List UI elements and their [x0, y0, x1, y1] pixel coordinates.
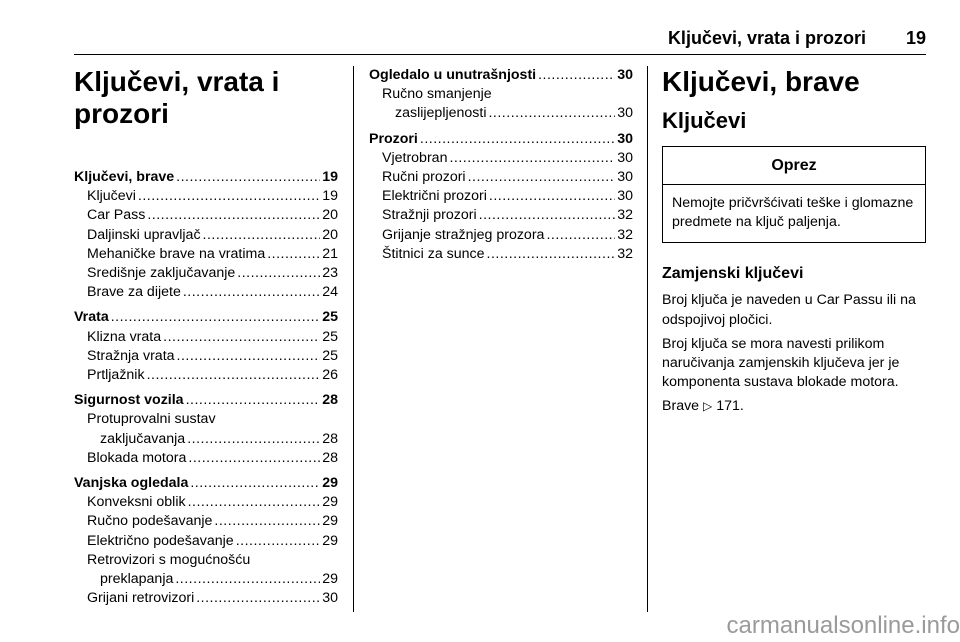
toc-entry-label: zaslijepljenosti [395, 105, 487, 122]
toc-leader-dots [163, 328, 320, 347]
toc-leader-dots [538, 66, 615, 85]
toc-entry-label: Stražnja vrata [87, 347, 175, 364]
toc-leader-dots [177, 347, 321, 366]
toc-leader-dots [237, 264, 320, 283]
cross-reference[interactable] [662, 397, 926, 416]
toc-entry[interactable] [369, 104, 633, 123]
toc-leader-dots [236, 532, 321, 551]
toc-entry[interactable] [369, 226, 633, 245]
toc-leader-dots [487, 245, 616, 264]
toc-entry-label: Mehaničke brave na vratima [87, 245, 266, 262]
toc-entry[interactable] [369, 206, 633, 225]
toc-entry[interactable] [74, 187, 338, 206]
toc-leader-dots [479, 206, 616, 225]
toc-entry-page: 32 [617, 245, 633, 262]
toc-entry-label: Vrata [74, 309, 109, 326]
toc-entry[interactable] [369, 245, 633, 264]
page-header [74, 28, 926, 55]
toc-leader-dots [468, 168, 616, 187]
caution-box [662, 146, 926, 243]
header-page-number: 19 [905, 28, 926, 48]
toc-leader-dots [449, 149, 615, 168]
toc-leader-dots [187, 430, 320, 449]
toc-entry-label: Električno podešavanje [87, 532, 234, 549]
toc-leader-dots [546, 226, 615, 245]
toc-entry-label: Ručno podešavanje [87, 513, 213, 530]
toc-entry-page: 30 [617, 149, 633, 166]
toc-entry-page: 28 [322, 430, 338, 447]
toc-entry-page: 32 [617, 226, 633, 243]
caution-heading: Oprez [663, 147, 925, 185]
toc-entry-label: preklapanja [100, 571, 174, 588]
cross-reference-page: 171. [716, 398, 744, 415]
toc-entry-label: Grijani retrovizori [87, 590, 195, 607]
toc-entry-page: 19 [322, 169, 338, 185]
caution-text: Nemojte pričvršćivati teške i glomazne predmete na ključ paljenja. [672, 195, 914, 231]
toc-entry-page: 23 [322, 265, 338, 282]
toc-leader-dots [183, 283, 320, 302]
toc-entry-label: Stražnji prozori [382, 207, 477, 224]
toc-entry[interactable] [74, 347, 338, 366]
toc-entry-label: Klizna vrata [87, 328, 162, 345]
column-divider-1 [353, 66, 354, 612]
toc-entry-page: 32 [617, 207, 633, 224]
arrow-reference-icon: ▷ [703, 399, 713, 414]
chapter-title-line-1: Ključevi, vrata i [74, 66, 280, 97]
toc-entry[interactable] [369, 149, 633, 168]
toc-entry-page: 29 [322, 475, 338, 492]
toc-entry-page: 30 [617, 67, 633, 83]
toc-leader-dots [489, 187, 615, 206]
toc-entry-label: Prtljažnik [87, 367, 145, 384]
toc-entry-label: Grijanje stražnjeg prozora [382, 226, 545, 243]
toc-entry-page: 30 [617, 105, 633, 122]
toc-entry-label: Ručni prozori [382, 169, 466, 186]
toc-entry-page: 30 [617, 188, 633, 205]
toc-entry-label: Sigurnost vozila [74, 392, 184, 409]
column-3 [662, 66, 926, 422]
toc-list-continued [369, 66, 633, 264]
toc-entry[interactable] [74, 206, 338, 225]
toc-entry-page: 28 [322, 449, 338, 466]
toc-leader-dots [147, 206, 320, 225]
toc-entry-page: 20 [322, 207, 338, 224]
column-1 [74, 66, 338, 608]
toc-entry-page: 25 [322, 309, 338, 326]
toc-entry-page: 28 [322, 392, 338, 409]
toc-leader-dots [196, 589, 320, 608]
toc-entry[interactable] [74, 366, 338, 385]
toc-entry[interactable] [74, 308, 338, 327]
section-title: Ključevi, brave [662, 66, 860, 97]
toc-entry[interactable] [369, 85, 633, 104]
toc-entry-page: 20 [322, 226, 338, 243]
toc-entry-label: Daljinski upravljač [87, 226, 201, 243]
toc-leader-dots [203, 226, 321, 245]
toc-entry[interactable] [74, 493, 338, 512]
subsection-title: Ključevi [662, 108, 747, 133]
toc-entry[interactable] [369, 66, 633, 85]
toc-entry[interactable] [74, 391, 338, 410]
toc-entry-page: 29 [322, 571, 338, 588]
toc-leader-dots [138, 187, 320, 206]
toc-entry-page: 25 [322, 347, 338, 364]
header-title: Ključevi, vrata i prozori [667, 28, 866, 48]
toc-list [74, 168, 338, 608]
toc-leader-dots [420, 130, 615, 149]
chapter-title-line-2: prozori [74, 98, 169, 129]
toc-entry-label: Brave za dijete [87, 284, 181, 301]
chapter-title [74, 66, 338, 130]
toc-entry-label: Vanjska ogledala [74, 475, 189, 492]
toc-leader-dots [111, 308, 321, 327]
toc-leader-dots [186, 391, 321, 410]
toc-entry-page: 29 [322, 513, 338, 530]
toc-leader-dots [188, 449, 320, 468]
toc-entry[interactable] [74, 512, 338, 531]
toc-entry-page: 21 [322, 245, 338, 262]
toc-entry-label: Car Pass [87, 207, 146, 224]
toc-entry-page: 30 [617, 169, 633, 186]
toc-leader-dots [188, 493, 321, 512]
toc-leader-dots [488, 104, 615, 123]
toc-entry-label: Ručno smanjenje [382, 86, 492, 103]
toc-entry-page: 30 [617, 130, 633, 147]
toc-entry-label: Štitnici za sunce [382, 245, 485, 262]
toc-entry-label: Protuprovalni sustav [87, 411, 216, 428]
toc-entry-label: Vjetrobran [382, 149, 448, 166]
watermark: carmanualsonline.info [726, 612, 960, 639]
toc-entry[interactable] [74, 245, 338, 264]
toc-leader-dots [175, 570, 320, 589]
toc-entry-label: Blokada motora [87, 449, 187, 466]
cross-reference-label: Brave [662, 398, 700, 415]
toc-entry-label: Prozori [369, 130, 418, 147]
column-divider-2 [647, 66, 648, 612]
toc-entry-label: Središnje zaključavanje [87, 265, 236, 282]
toc-entry[interactable] [74, 226, 338, 245]
toc-leader-dots [147, 366, 321, 385]
toc-entry-page: 30 [322, 590, 338, 607]
toc-leader-dots [190, 474, 320, 493]
toc-entry[interactable] [74, 532, 338, 551]
toc-entry-label: Konveksni oblik [87, 494, 186, 511]
toc-entry-label: Ogledalo u unutrašnjosti [369, 67, 537, 83]
toc-entry-page: 24 [322, 284, 338, 301]
toc-entry-label: Ključevi, brave [74, 169, 175, 185]
toc-entry-page: 26 [322, 367, 338, 384]
toc-entry-page: 19 [322, 188, 338, 205]
toc-entry[interactable] [369, 187, 633, 206]
toc-leader-dots [267, 245, 320, 264]
toc-entry-page: 25 [322, 328, 338, 345]
toc-entry[interactable] [74, 168, 338, 187]
toc-entry[interactable] [369, 130, 633, 149]
toc-entry[interactable] [74, 283, 338, 302]
toc-entry-label: zaključavanja [100, 430, 186, 447]
toc-entry[interactable] [74, 474, 338, 493]
toc-entry[interactable] [369, 168, 633, 187]
toc-entry[interactable] [74, 589, 338, 608]
toc-entry[interactable] [74, 264, 338, 283]
paragraph-2: Broj ključa se mora navesti prilikom naručivanja zamjenskih ključeva jer je komponenta sustava blokade motora. [662, 335, 900, 391]
spare-keys-heading: Zamjenski ključevi [662, 265, 804, 283]
toc-entry-label: Električni prozori [382, 188, 487, 205]
toc-entry-label: Ključevi [87, 188, 136, 205]
toc-leader-dots [176, 168, 320, 187]
toc-entry[interactable] [74, 551, 338, 570]
toc-entry[interactable] [74, 570, 338, 589]
toc-entry[interactable] [74, 328, 338, 347]
toc-entry-page: 29 [322, 494, 338, 511]
paragraph-1: Broj ključa je naveden u Car Passu ili na odspojivoj pločici. [662, 292, 916, 328]
toc-entry[interactable] [74, 430, 338, 449]
toc-entry-label: Retrovizori s mogućnošću [87, 551, 251, 568]
toc-entry-page: 29 [322, 532, 338, 549]
column-2 [369, 66, 633, 264]
toc-entry[interactable] [74, 410, 338, 429]
toc-entry[interactable] [74, 449, 338, 468]
toc-leader-dots [214, 512, 320, 531]
